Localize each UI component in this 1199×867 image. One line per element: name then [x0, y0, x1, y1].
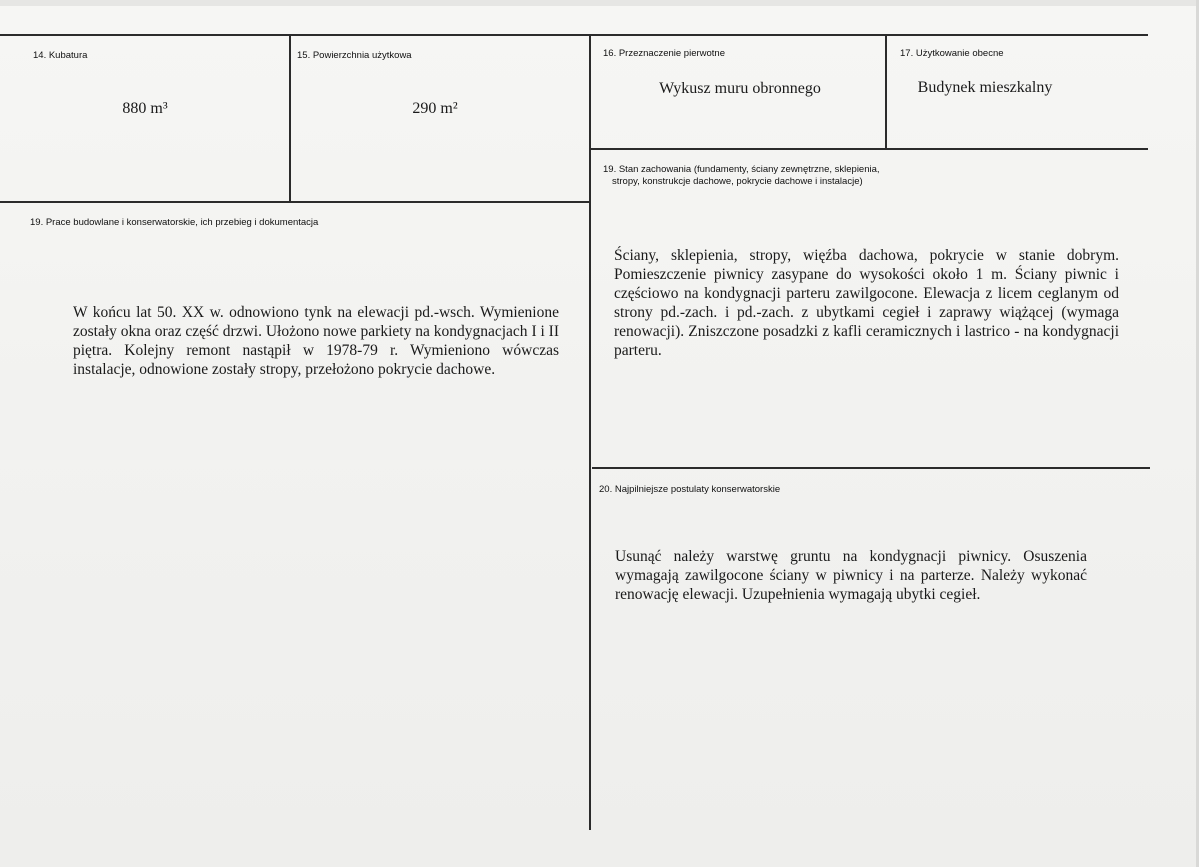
powierzchnia-value: 290 m²	[412, 100, 458, 117]
rule-right-lower	[592, 467, 1150, 469]
rule-right-upper	[590, 148, 1148, 150]
postulaty-label: 20. Najpilniejsze postulaty konserwatorskie	[599, 484, 781, 495]
divider-center	[589, 34, 591, 830]
przeznaczenie-value: Wykusz muru obronnego	[659, 80, 821, 97]
prace-text: W końcu lat 50. XX w. odnowiono tynk na elewacji pd.-wsch. Wymienione zostały okna oraz część drzwi. Ułożono nowe parkiety na kondygnacjach I i II piętra. Kolejny remont nastąpił w 1978-79 r. Wymieniono wówczas instalacje, odnowione zostały stropy, przełożono pokrycie dachowe.	[73, 304, 559, 378]
stan-label-line2: stropy, konstrukcje dachowe, pokrycie dachowe i instalacje)	[612, 176, 863, 187]
stan-text: Ściany, sklepienia, stropy, więźba dachowa, pokrycie w stanie dobrym. Pomieszczenie piwnicy zasypane do wysokości około 1 m. Ściany piwnic i częściowo na kondygnacji parteru zawilgocone. Elewacja z licem ceglanym od strony pd.-zach. i pd.-zach. z ubytkami cegieł i zaprawy wiążącej (wymaga renowacji). Zniszczone posadzki z kafli ceramicznych i lastrico - na kondygnacji parteru.	[614, 247, 1119, 359]
kubatura-label: 14. Kubatura	[33, 50, 88, 61]
prace-label: 19. Prace budowlane i konserwatorskie, ich przebieg i dokumentacja	[30, 217, 319, 228]
rule-top	[0, 34, 1148, 36]
uzytkowanie-label: 17. Użytkowanie obecne	[900, 48, 1004, 59]
uzytkowanie-value: Budynek mieszkalny	[917, 79, 1053, 96]
postulaty-text: Usunąć należy warstwę gruntu na kondygnacji piwnicy. Osuszenia wymagają zawilgocone ściany w piwnicy i na parterze. Należy wykonać renowację elewacji. Uzupełnienia wymagają ubytki cegieł.	[615, 548, 1087, 603]
divider-uzytkowanie	[885, 34, 887, 148]
scan-edge-top	[0, 0, 1199, 6]
przeznaczenie-label: 16. Przeznaczenie pierwotne	[603, 48, 725, 59]
powierzchnia-label: 15. Powierzchnia użytkowa	[297, 50, 412, 61]
kubatura-value: 880 m³	[122, 100, 168, 117]
rule-left-middle	[0, 201, 590, 203]
divider-kubatura	[289, 34, 291, 201]
stan-label-line1: 19. Stan zachowania (fundamenty, ściany zewnętrzne, sklepienia,	[603, 164, 880, 175]
